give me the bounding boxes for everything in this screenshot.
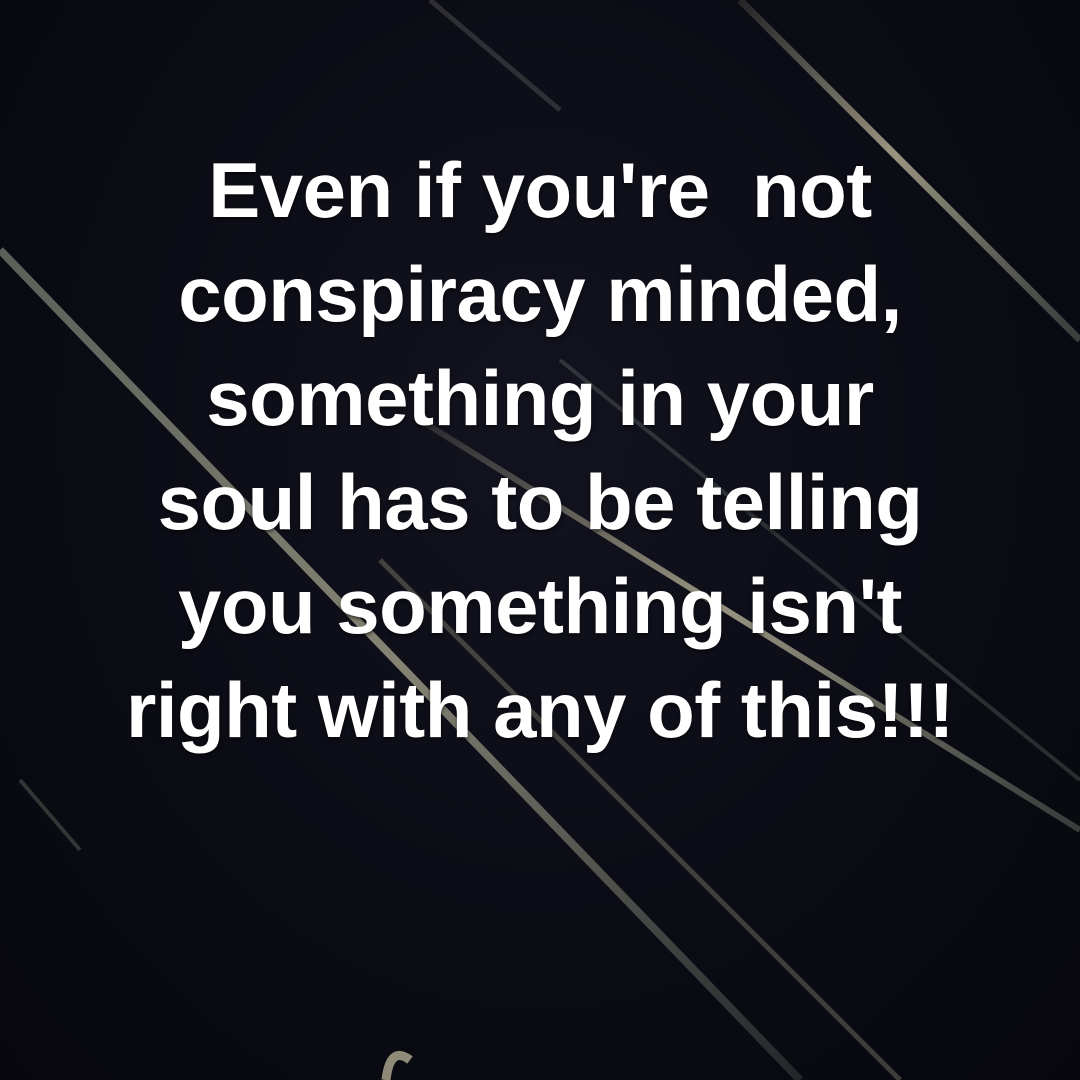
streak	[430, 0, 560, 110]
quote-line: soul has to be telling	[157, 458, 923, 546]
quote-line: conspiracy minded,	[178, 250, 902, 338]
streak	[386, 1056, 410, 1080]
quote-line: something in your	[206, 354, 874, 442]
quote-line: you something isn't	[177, 562, 903, 650]
streak	[20, 780, 80, 850]
quote-line: Even if you're not	[208, 146, 872, 234]
quote-text	[0, 138, 1080, 762]
quote-line: right with any of this!!!	[125, 666, 955, 754]
